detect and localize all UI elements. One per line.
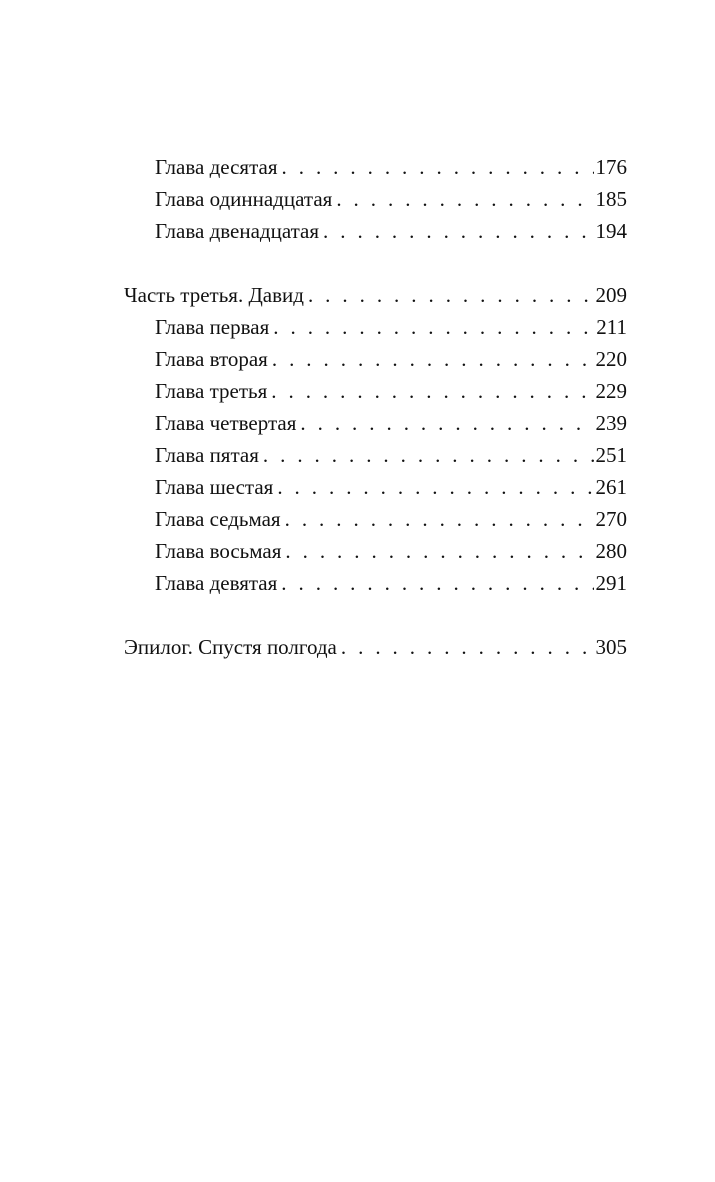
dot-leader (271, 375, 593, 407)
dot-leader (281, 567, 593, 599)
toc-entry (124, 407, 627, 439)
toc-entry-page: 291 (595, 571, 627, 595)
dot-leader (282, 151, 594, 183)
toc-entry (124, 343, 627, 375)
toc-entry-page: 211 (596, 315, 627, 339)
dot-leader (308, 279, 594, 311)
toc-entry (124, 535, 627, 567)
dot-leader (341, 631, 594, 663)
toc-entry (124, 311, 627, 343)
toc-part-entry (124, 631, 627, 663)
toc-entry-page: 220 (595, 347, 627, 371)
toc-entry-title: Глава девятая (155, 571, 278, 595)
toc-entry-title: Глава седьмая (155, 507, 281, 531)
toc-entry-page: 209 (595, 283, 627, 307)
toc-entry (124, 375, 627, 407)
toc-entry-title: Глава вторая (155, 347, 268, 371)
toc-entry-page: 229 (595, 379, 627, 403)
toc-entry (124, 215, 627, 247)
dot-leader (285, 535, 593, 567)
toc-entry-title: Глава третья (155, 379, 268, 403)
toc-entry-title: Глава двенадцатая (155, 219, 320, 243)
dot-leader (273, 311, 594, 343)
toc-entry-title: Глава одиннадцатая (155, 187, 333, 211)
dot-leader (263, 439, 594, 471)
toc-entry-page: 270 (595, 507, 627, 531)
table-of-contents (124, 151, 627, 663)
toc-entry (124, 439, 627, 471)
dot-leader (277, 471, 593, 503)
toc-entry (124, 567, 627, 599)
toc-entry-title: Глава десятая (155, 155, 278, 179)
toc-entry-title: Глава первая (155, 315, 270, 339)
toc-entry-page: 280 (595, 539, 627, 563)
toc-entry (124, 471, 627, 503)
toc-entry (124, 183, 627, 215)
toc-entry-page: 261 (595, 475, 627, 499)
toc-entry (124, 151, 627, 183)
dot-leader (285, 503, 594, 535)
toc-entry-page: 194 (595, 219, 627, 243)
toc-entry-title: Эпилог. Спустя полгода (124, 635, 337, 659)
toc-entry-title: Глава четвертая (155, 411, 297, 435)
dot-leader (272, 343, 594, 375)
toc-entry-title: Глава шестая (155, 475, 274, 499)
toc-entry-page: 251 (595, 443, 627, 467)
toc-entry-page: 176 (595, 155, 627, 179)
dot-leader (300, 407, 593, 439)
toc-entry-title: Глава пятая (155, 443, 259, 467)
toc-entry (124, 503, 627, 535)
toc-entry-page: 185 (595, 187, 627, 211)
toc-entry-page: 239 (595, 411, 627, 435)
toc-entry-title: Часть третья. Давид (124, 283, 304, 307)
dot-leader (336, 183, 593, 215)
toc-part-entry (124, 279, 627, 311)
dot-leader (323, 215, 593, 247)
toc-entry-page: 305 (595, 635, 627, 659)
toc-entry-title: Глава восьмая (155, 539, 282, 563)
